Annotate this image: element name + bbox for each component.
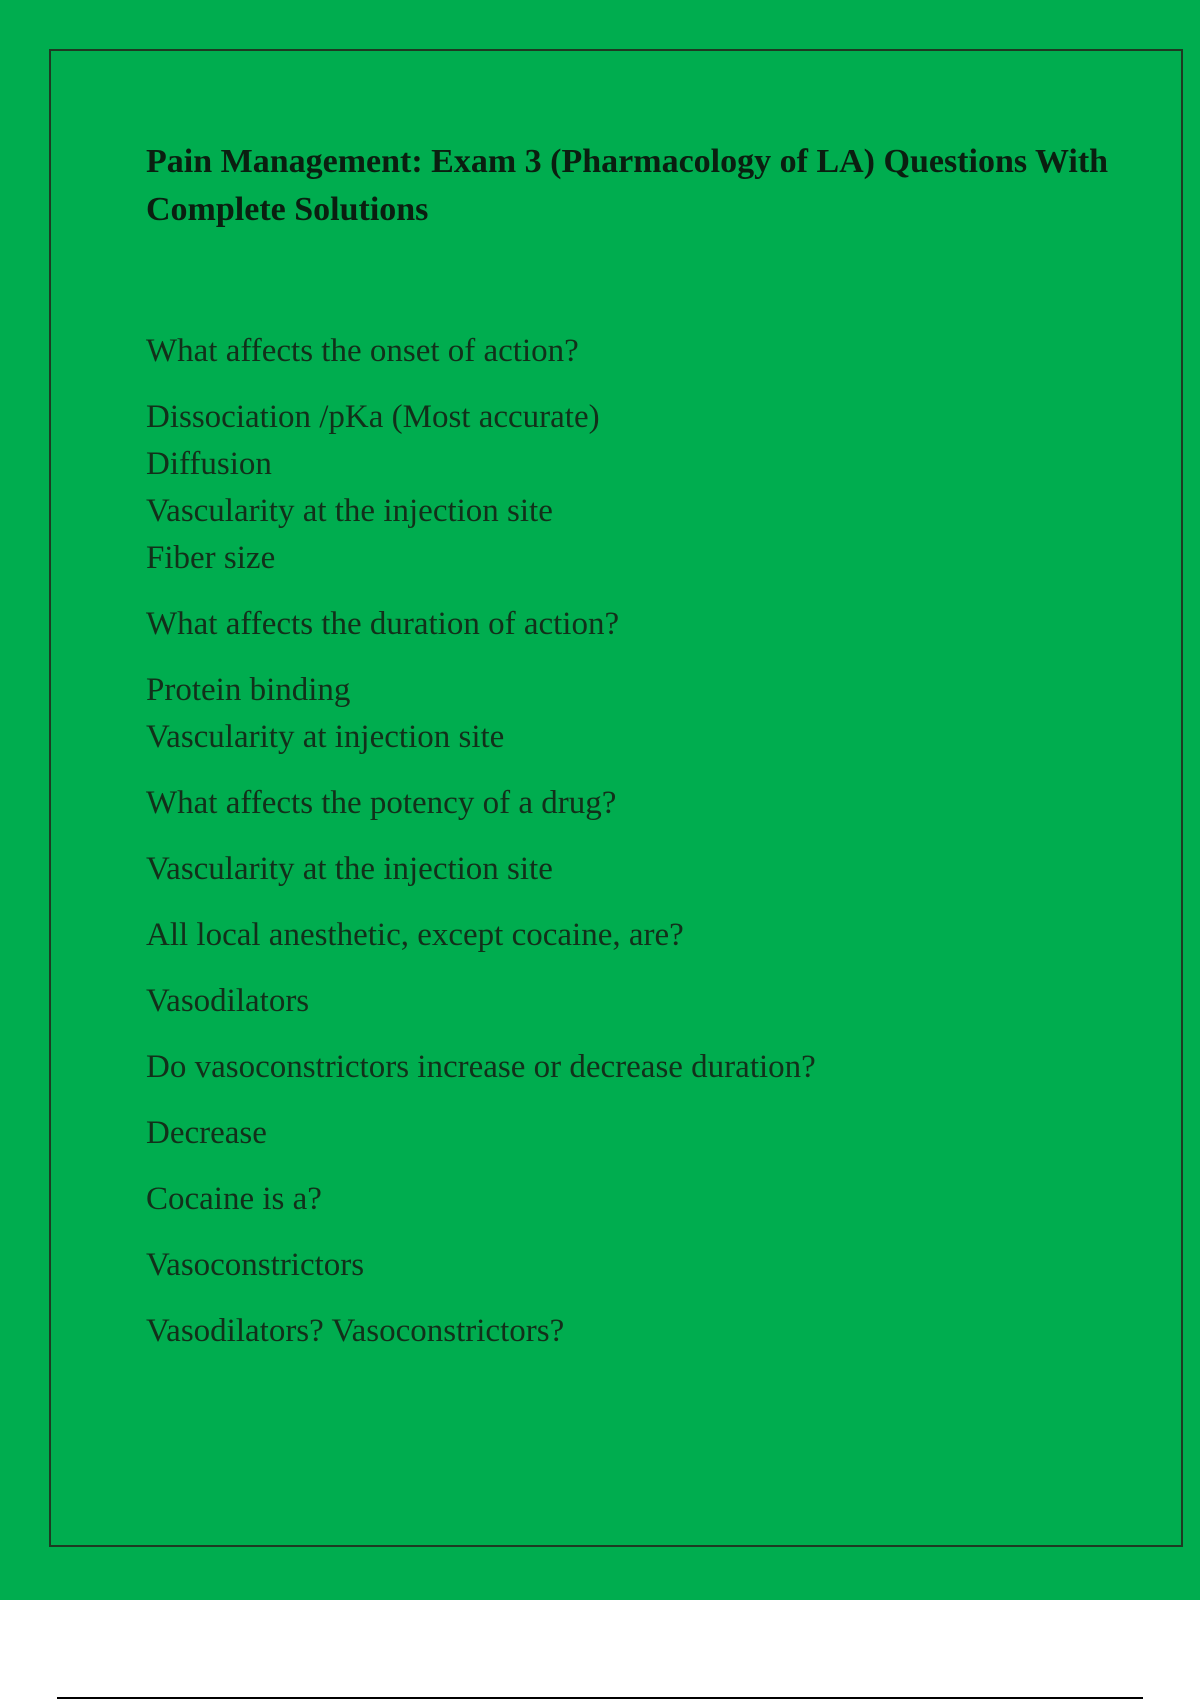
question-text: Vasodilators? Vasoconstrictors? xyxy=(146,1313,565,1349)
answer-block xyxy=(146,1110,1126,1157)
question-text: What affects the duration of action? xyxy=(146,606,620,642)
question-block xyxy=(146,1176,1126,1223)
answer-block xyxy=(146,978,1126,1025)
question-text: What affects the potency of a drug? xyxy=(146,785,617,821)
question-block xyxy=(146,912,1126,959)
answer-text: Protein binding xyxy=(146,672,351,708)
question-block xyxy=(146,1044,1126,1091)
answer-text: Vascularity at injection site xyxy=(146,719,505,755)
question-text: All local anesthetic, except cocaine, are? xyxy=(146,917,684,953)
answer-block xyxy=(146,846,1126,893)
answer-text: Vascularity at the injection site xyxy=(146,851,553,887)
question-block xyxy=(146,601,1126,648)
question-text: Do vasoconstrictors increase or decrease duration? xyxy=(146,1049,816,1085)
answer-text: Vasodilators xyxy=(146,983,310,1019)
question-text: What affects the onset of action? xyxy=(146,333,579,369)
question-text: Cocaine is a? xyxy=(146,1181,322,1217)
qa-list xyxy=(146,328,1126,1355)
answer-text: Vasoconstrictors xyxy=(146,1247,365,1283)
answer-text: Vascularity at the injection site xyxy=(146,493,553,529)
answer-text: Fiber size xyxy=(146,540,276,576)
answer-text: Dissociation /pKa (Most accurate) xyxy=(146,399,600,435)
question-block xyxy=(146,780,1126,827)
answer-block xyxy=(146,1242,1126,1289)
question-block xyxy=(146,328,1126,375)
answer-block xyxy=(146,394,1126,582)
answer-text: Decrease xyxy=(146,1115,267,1151)
document-content xyxy=(146,138,1126,1374)
document-title: Pain Management: Exam 3 (Pharmacology of LA) Questions With Complete Solutions xyxy=(146,143,1109,228)
footer-divider xyxy=(57,1697,1143,1699)
question-block xyxy=(146,1308,1126,1355)
answer-block xyxy=(146,667,1126,761)
answer-text: Diffusion xyxy=(146,446,272,482)
